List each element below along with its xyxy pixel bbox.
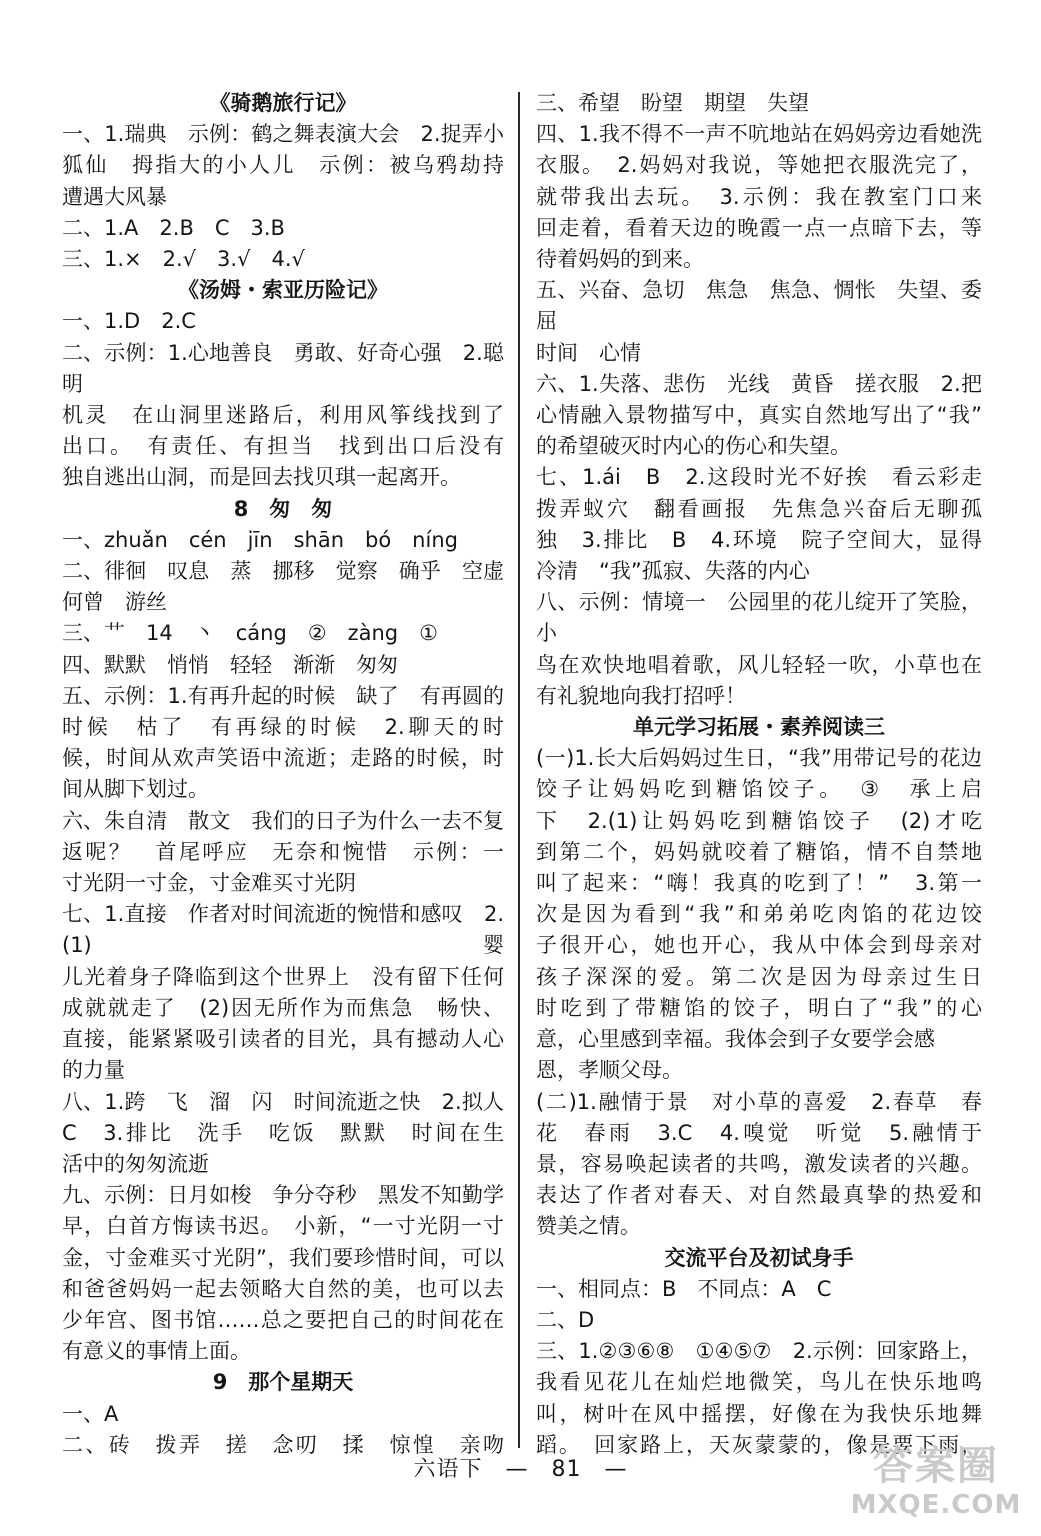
answer-line: 心情融入景物描写中，真实自然地写出了“我” [536,403,982,428]
answer-line: 子很开心，她也开心，我从中体会到母亲对 [536,933,982,958]
answer-line: 时候 枯了 有再绿的时候 2.聊天的时 [62,715,504,740]
answer-line: 赞美之情。 [536,1214,641,1239]
answer-line: 蹈。 回家路上，天灰蒙蒙的，像是要下雨， [536,1432,982,1457]
answer-line: 二、示例：1.心地善良 勇敢、好奇心强 2.聪明 [62,340,504,396]
answer-line: 拨弄蚁穴 翻看画报 先焦急兴奋后无聊孤 [536,496,982,521]
answer-line: 叫了起来：“嗨！我真的吃到了！” 3.第一 [536,871,982,896]
answer-line: 意，心里感到幸福。我体会到子女要学会感 [536,1027,935,1052]
answer-line: 三、1.②③⑥⑧ ①④⑤⑦ 2.示例：回家路上， [536,1339,982,1364]
answer-line: 遭遇大风暴 [62,184,167,209]
answer-line: 独自逃出山洞，而是回去找贝琪一起离开。 [62,465,461,490]
answer-line: 的力量 [62,1058,125,1083]
answer-line: 二、砖 拨弄 搓 念叨 揉 惊惶 亲吻 [62,1432,504,1457]
page-footer: 六语下 — 81 — [413,1457,628,1482]
answer-line: 六、1.失落、悲伤 光线 黄昏 搓衣服 2.把 [536,371,982,396]
answer-line: 表达了作者对春天、对自然最真挚的热爱和 [536,1183,982,1208]
answer-line: 下 2.(1)让妈妈吃到糖馅饺子 (2)才吃 [536,808,982,833]
answer-line: 八、1.跨 飞 溜 闪 时间流逝之快 2.拟人 [62,1089,504,1114]
answer-line: 独 3.排比 B 4.环境 院子空间大，显得 [536,527,982,552]
section-heading: 9 那个星期天 [212,1370,354,1395]
answer-line: 到第二个，妈妈就咬着了糖馅，情不自禁地 [536,839,982,864]
answer-line: 八、示例：情境一 公园里的花儿绽开了笑脸，小 [536,590,982,646]
answer-line: 次是因为看到“我”和弟弟吃肉馅的花边饺 [536,902,982,927]
answer-line: 一、1.D 2.C [62,309,196,334]
answer-line: 何曾 游丝 [62,590,167,615]
answer-line: 饺子让妈妈吃到糖馅饺子。 ③ 承上启 [536,777,982,802]
section-heading: 交流平台及初试身手 [664,1245,854,1270]
answer-line: 时间 心情 [536,340,641,365]
answer-line: 金，寸金难买寸光阴”，我们要珍惜时间，可以 [62,1245,504,1270]
answer-line: 一、zhuǎn cén jīn shān bó níng [62,527,458,552]
watermark-title: 答案圈 [873,1443,999,1489]
answer-line: 有礼貌地向我打招呼！ [536,683,746,708]
left-column [62,88,504,1461]
answer-line: 我看见花儿在灿烂地微笑，鸟儿在快乐地鸣 [536,1370,982,1395]
answer-line: 衣服。 2.妈妈对我说，等她把衣服洗完了， [536,153,982,178]
answer-line: 活中的匆匆流逝 [62,1151,209,1176]
answer-line: 二、徘徊 叹息 蒸 挪移 觉察 确乎 空虚 [62,559,504,584]
answer-line: 儿光着身子降临到这个世界上 没有留下任何 [62,964,504,989]
section-heading: 单元学习拓展・素养阅读三 [633,715,885,740]
answer-line: 就带我出去玩。 3.示例：我在教室门口来 [536,184,982,209]
answer-line: 七、1.直接 作者对时间流逝的惋惜和感叹 2.(1)婴 [62,902,504,958]
answer-line: 四、默默 悄悄 轻轻 渐渐 匆匆 [62,652,398,677]
answer-line: 三、希望 盼望 期望 失望 [536,91,809,115]
answer-line: 花 春雨 3.C 4.嗅觉 听觉 5.融情于 [536,1120,982,1145]
answer-line: 返呢？ 首尾呼应 无奈和惋惜 示例：一 [62,839,504,864]
answer-line: 狐仙 拇指大的小人儿 示例：被乌鸦劫持 [62,153,504,178]
column-divider [518,92,520,1448]
answer-line: 三、艹 14 丶 cáng ② zàng ① [62,621,438,646]
answer-line: 待着妈妈的到来。 [536,247,704,272]
answer-line: 二、1.A 2.B C 3.B [62,215,285,240]
answer-line: 一、A [62,1401,119,1426]
answer-line: 出口。 有责任、有担当 找到出口后没有 [62,434,504,459]
answer-line: 三、1.× 2.√ 3.√ 4.√ [62,247,305,272]
watermark-url: MXQE.COM [850,1490,1022,1520]
answer-line: C 3.排比 洗手 吃饭 默默 时间在生 [62,1120,504,1145]
answer-line: 间从脚下划过。 [62,777,209,802]
answer-line: (二)1.融情于景 对小草的喜爱 2.春草 春 [536,1089,982,1114]
answer-line: 五、示例：1.有再升起的时候 缺了 有再圆的 [62,683,504,708]
answer-line: 七、1.ái B 2.这段时光不好挨 看云彩走 [536,465,982,490]
section-heading: 《汤姆・索亚历险记》 [178,278,388,303]
answer-line: 叫，树叶在风中摇摆，好像在为我快乐地舞 [536,1401,982,1426]
answer-line: 一、相同点：B 不同点：A C [536,1276,832,1301]
answer-line: 冷清 “我”孤寂、失落的内心 [536,559,810,584]
right-column [536,88,982,1461]
answer-line: 直接，能紧紧吸引读者的目光，具有撼动人心 [62,1027,504,1052]
answer-line: 寸光阴一寸金，寸金难买寸光阴 [62,871,356,896]
answer-line: 候，时间从欢声笑语中流逝；走路的时候，时 [62,746,504,771]
answer-line: 四、1.我不得不一声不吭地站在妈妈旁边看她洗 [536,122,982,147]
answer-line: 孩子深深的爱。第二次是因为母亲过生日 [536,964,982,989]
answer-line: 六、朱自清 散文 我们的日子为什么一去不复 [62,808,504,833]
answer-line: 鸟在欢快地唱着歌，风儿轻轻一吹，小草也在 [536,652,982,677]
answer-line: 二、D [536,1307,595,1332]
answer-line: 景，容易唤起读者的共鸣，激发读者的兴趣。 [536,1151,982,1176]
answer-line: (一)1.长大后妈妈过生日，“我”用带记号的花边 [536,746,982,771]
answer-line: 少年宫、图书馆……总之要把自己的时间花在 [62,1307,504,1332]
answer-line: 成就就走了 (2)因无所作为而焦急 畅快、 [62,995,504,1020]
section-heading: 《骑鹅旅行记》 [209,91,357,115]
answer-line: 的希望破灭时内心的伤心和失望。 [536,434,851,459]
answer-line: 一、1.瑞典 示例：鹤之舞表演大会 2.捉弄小 [62,122,504,147]
watermark-logo [841,1442,1031,1530]
answer-line: 机灵 在山洞里迷路后，利用风筝线找到了 [62,403,504,428]
answer-line: 早，白首方悔读书迟。 小新，“一寸光阴一寸 [62,1214,504,1239]
section-heading: 8 匆 匆 [233,496,333,521]
answer-line: 回走着，看着天边的晚霞一点一点暗下去，等 [536,215,982,240]
answer-line: 九、示例：日月如梭 争分夺秒 黑发不知勤学 [62,1183,504,1208]
answer-line: 五、兴奋、急切 焦急 焦急、惆怅 失望、委屈 [536,278,982,334]
answer-line: 有意义的事情上面。 [62,1339,251,1364]
answer-line: 时吃到了带糖馅的饺子，明白了“我”的心 [536,995,982,1020]
answer-line: 和爸爸妈妈一起去领略大自然的美，也可以去 [62,1276,504,1301]
answer-line: 恩，孝顺父母。 [536,1058,683,1083]
